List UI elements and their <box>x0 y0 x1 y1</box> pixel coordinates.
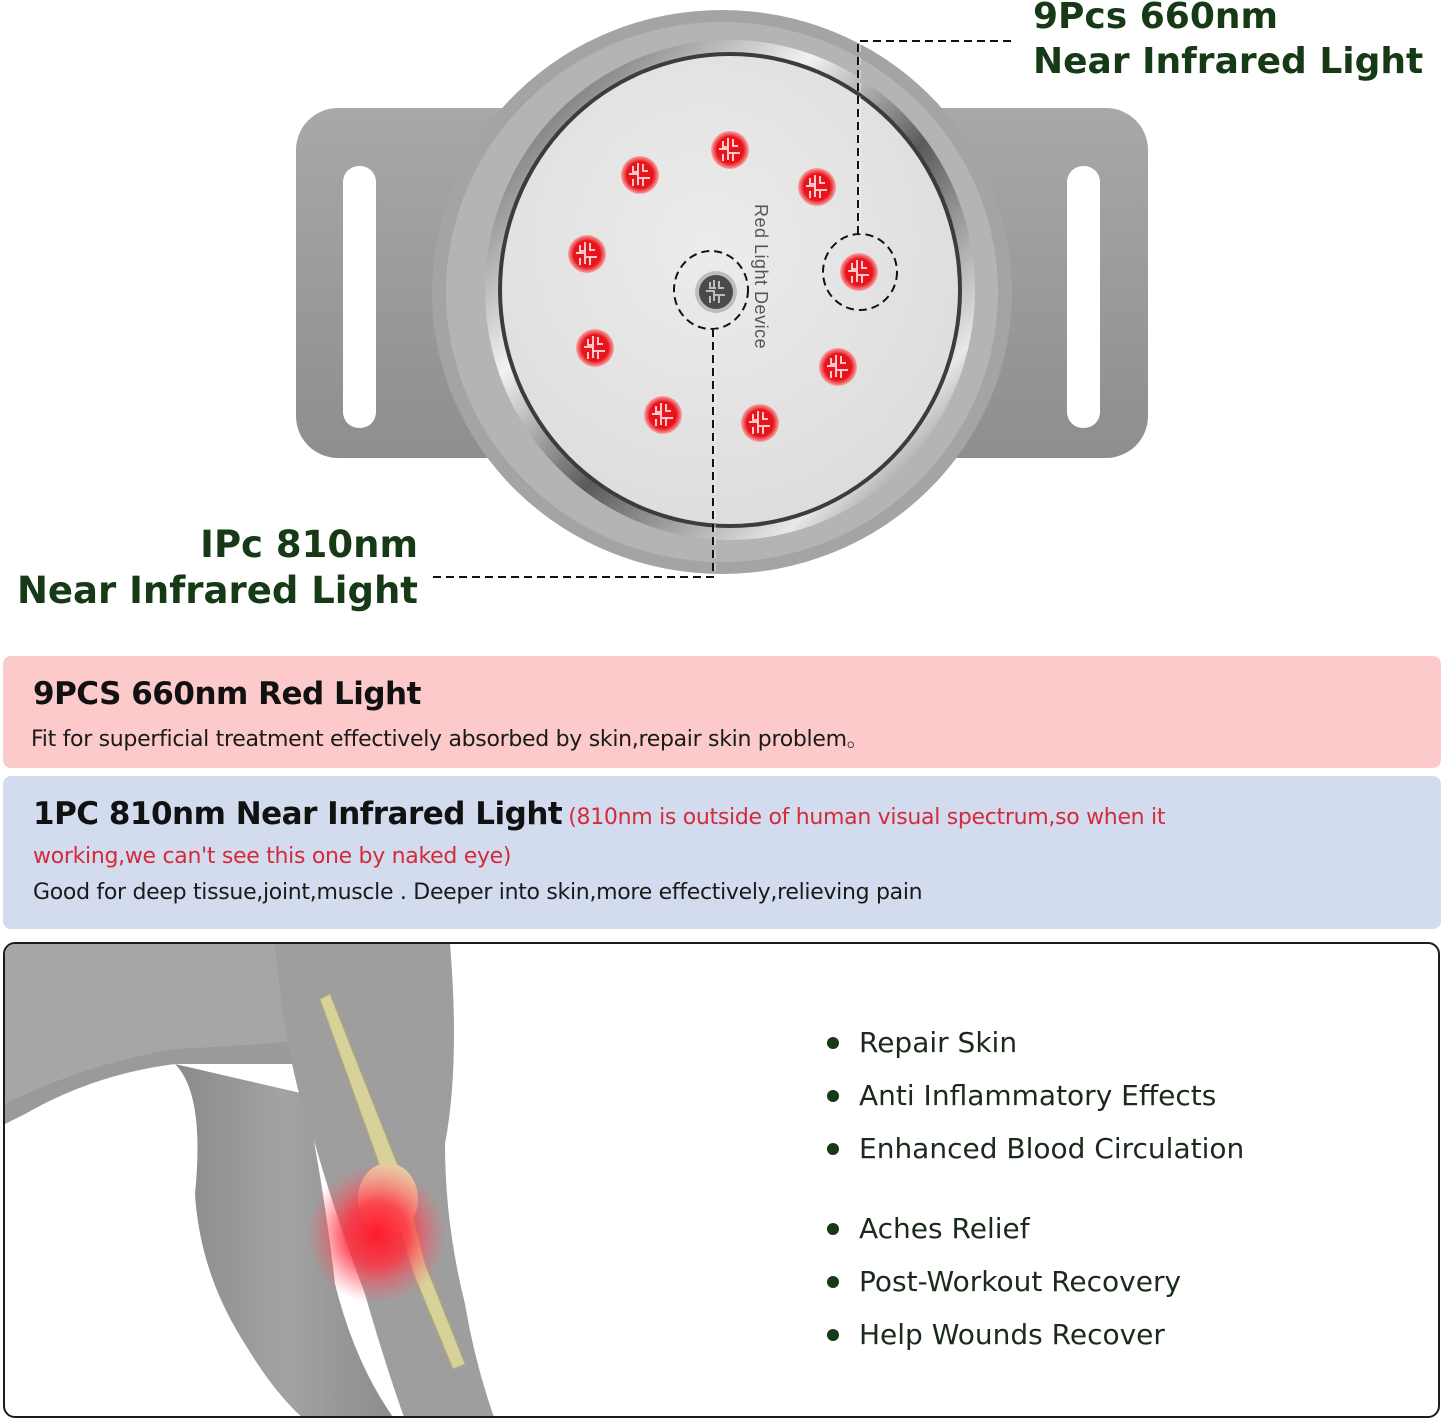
nir-led-callout-line2: Near Infrared Light <box>16 569 418 613</box>
nir-title-row <box>33 796 1165 832</box>
strap-slot-left <box>343 166 376 428</box>
device-diagram <box>0 0 1445 640</box>
nir-light-note-line2: working,we can't see this one by naked eye) <box>33 844 512 869</box>
benefit-item <box>823 1255 1181 1308</box>
benefit-item <box>823 1069 1244 1122</box>
bullet-icon <box>827 1143 839 1155</box>
bullet-icon <box>827 1276 839 1288</box>
red-led-callout-line2: Near Infrared Light <box>1033 41 1424 82</box>
red-light-title: 9PCS 660nm Red Light <box>33 676 421 712</box>
benefit-list-secondary <box>823 1202 1181 1361</box>
red-light-description: Fit for superficial treatment effectively absorbed by skin,repair skin problem。 <box>31 727 869 752</box>
benefit-item <box>823 1016 1244 1069</box>
nir-led <box>695 271 737 313</box>
benefit-item <box>823 1122 1244 1175</box>
bullet-icon <box>827 1329 839 1341</box>
red-light-panel <box>3 656 1441 768</box>
benefit-label: Aches Relief <box>859 1212 1030 1245</box>
benefit-list-primary <box>823 1016 1244 1175</box>
benefit-label: Repair Skin <box>859 1026 1018 1059</box>
nir-led-callout <box>17 522 418 615</box>
bullet-icon <box>827 1223 839 1235</box>
red-led-callout-line1: 9Pcs 660nm <box>1033 0 1279 37</box>
nir-light-panel <box>3 776 1441 929</box>
red-led-callout <box>1033 0 1423 84</box>
bullet-icon <box>827 1037 839 1049</box>
benefit-item <box>823 1308 1181 1361</box>
nir-light-title: 1PC 810nm Near Infrared Light <box>33 796 563 832</box>
benefit-label: Post-Workout Recovery <box>859 1265 1182 1298</box>
pain-point-glow <box>307 1164 447 1304</box>
device-brand-text: Red Light Device <box>751 204 771 350</box>
nir-light-note-line1: (810nm is outside of human visual spectrum,so when it <box>568 805 1166 830</box>
nir-light-description: Good for deep tissue,joint,muscle . Deeper into skin,more effectively,relieving pain <box>33 880 923 905</box>
nir-led-callout-line1: IPc 810nm <box>200 523 418 566</box>
benefit-item <box>823 1202 1181 1255</box>
strap-slot-right <box>1067 166 1100 428</box>
benefits-card <box>3 942 1440 1418</box>
bullet-icon <box>827 1090 839 1102</box>
benefit-label: Anti Inflammatory Effects <box>859 1079 1217 1112</box>
benefit-label: Enhanced Blood Circulation <box>859 1132 1245 1165</box>
benefit-label: Help Wounds Recover <box>859 1318 1165 1351</box>
